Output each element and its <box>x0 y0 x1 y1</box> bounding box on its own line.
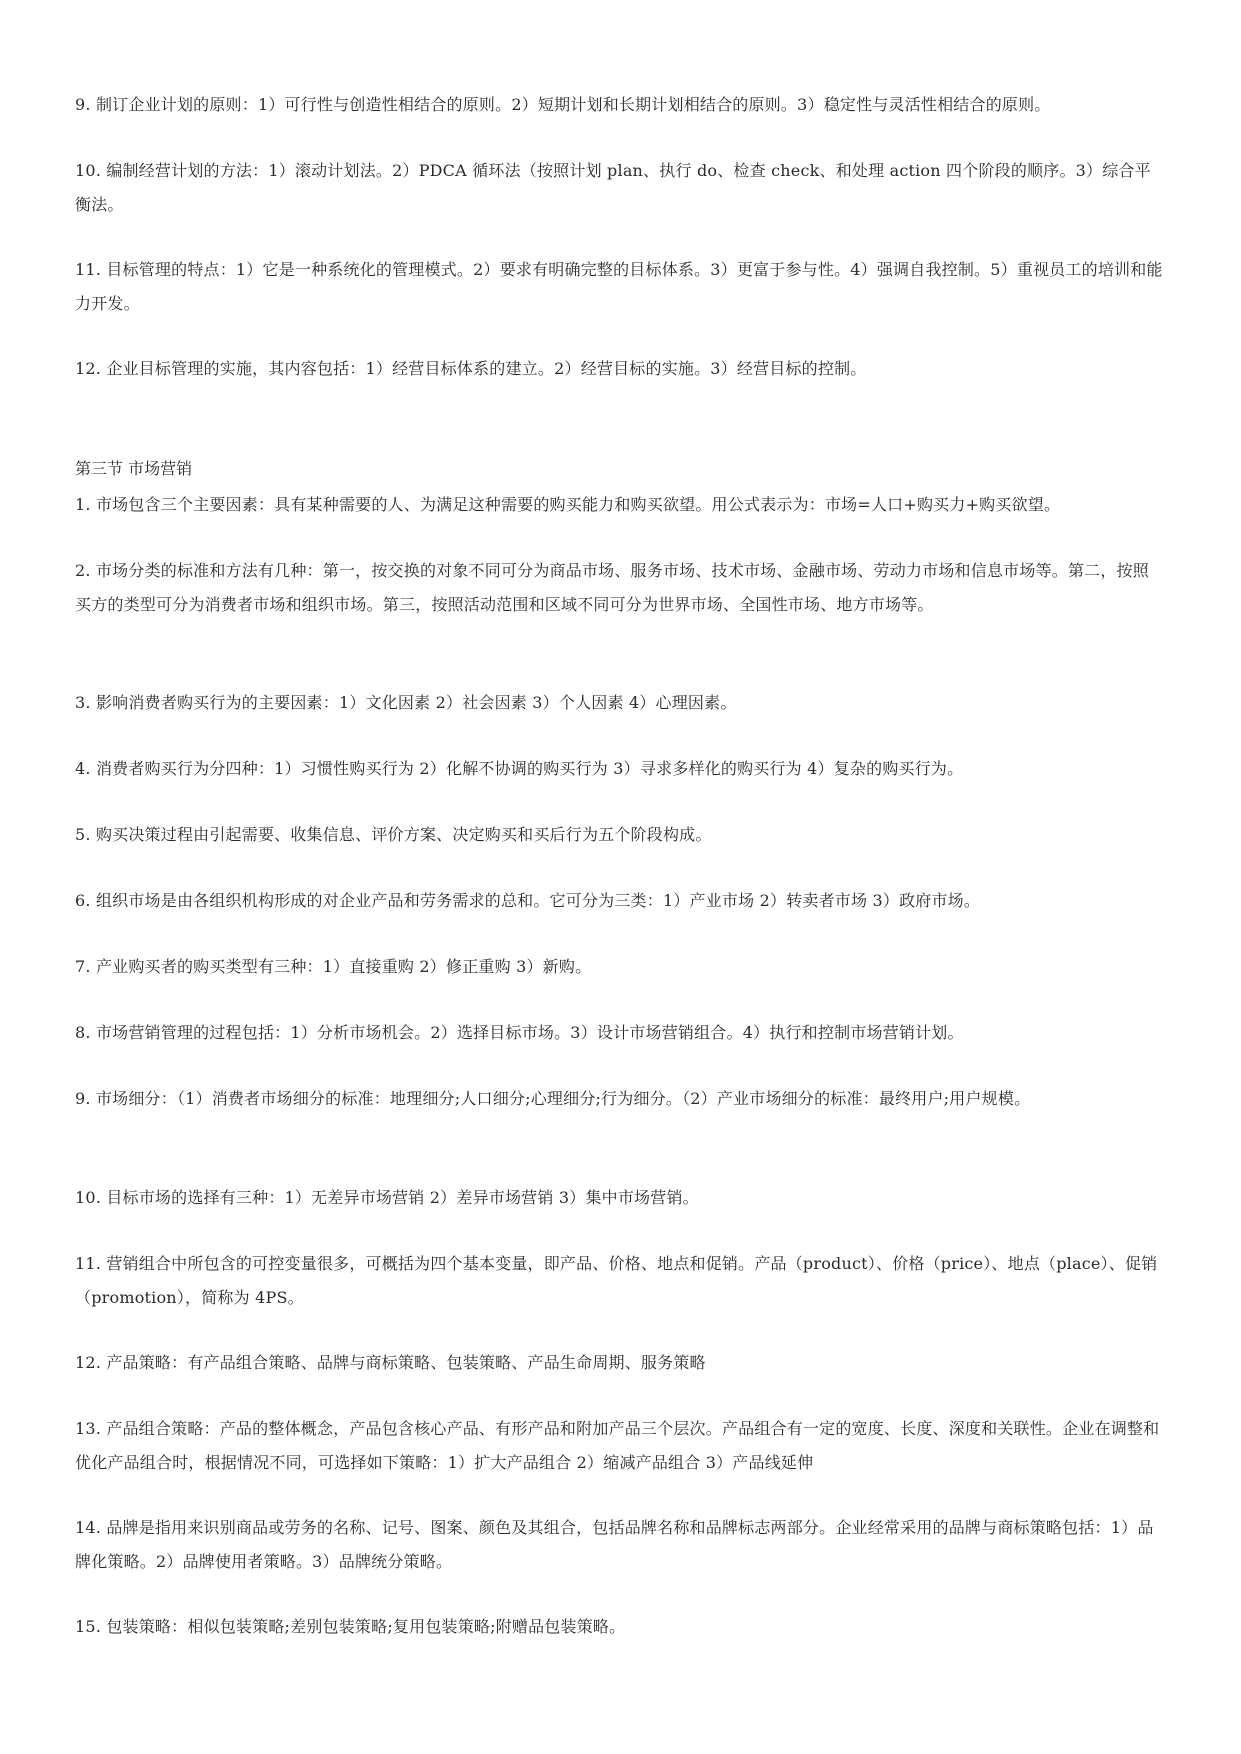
paragraph-market-factors: 1. 市场包含三个主要因素：具有某种需要的人、为满足这种需要的购买能力和购买欲望。用公式表示为：市场=人口+购买力+购买欲望。 <box>75 495 1061 514</box>
paragraph-industrial-buying: 7. 产业购买者的购买类型有三种：1）直接重购 2）修正重购 3）新购。 <box>75 957 592 976</box>
paragraph-marketing-mix: 11. 营销组合中所包含的可控变量很多，可概括为四个基本变量，即产品、价格、地点和促销。产品（product）、价格（price）、地点（place）、促销（promotion），简称为 4PS。 <box>75 1254 1158 1307</box>
paragraph-consumer-behavior-types: 4. 消费者购买行为分四种：1）习惯性购买行为 2）化解不协调的购买行为 3）寻求多样化的购买行为 4）复杂的购买行为。 <box>75 759 964 778</box>
paragraph-marketing-management: 8. 市场营销管理的过程包括：1）分析市场机会。2）选择目标市场。3）设计市场营销组合。4）执行和控制市场营销计划。 <box>75 1023 964 1042</box>
paragraph-planning-methods: 10. 编制经营计划的方法：1）滚动计划法。2）PDCA 循环法（按照计划 plan、执行 do、检查 check、和处理 action 四个阶段的顺序。3）综合平衡法。 <box>75 161 1151 214</box>
paragraph-product-strategy: 12. 产品策略：有产品组合策略、品牌与商标策略、包装策略、产品生命周期、服务策略 <box>75 1353 706 1372</box>
paragraph-mbo-implementation: 12. 企业目标管理的实施，其内容包括：1）经营目标体系的建立。2）经营目标的实施。3）经营目标的控制。 <box>75 359 867 378</box>
paragraph-brand-strategy: 14. 品牌是指用来识别商品或劳务的名称、记号、图案、颜色及其组合，包括品牌名称和品牌标志两部分。企业经常采用的品牌与商标策略包括：1）品牌化策略。2）品牌使用者策略。3）品牌统分策略。 <box>75 1518 1154 1571</box>
paragraph-market-segmentation: 9. 市场细分：（1）消费者市场细分的标准：地理细分;人口细分;心理细分;行为细分。（2）产业市场细分的标准：最终用户;用户规模。 <box>75 1089 1031 1108</box>
paragraph-organizational-market: 6. 组织市场是由各组织机构形成的对企业产品和劳务需求的总和。它可分为三类：1）产业市场 2）转卖者市场 3）政府市场。 <box>75 891 981 910</box>
paragraph-mbo-features: 11. 目标管理的特点：1）它是一种系统化的管理模式。2）要求有明确完整的目标体系。3）更富于参与性。4）强调自我控制。5）重视员工的培训和能力开发。 <box>75 260 1163 313</box>
paragraph-planning-principles: 9. 制订企业计划的原则：1）可行性与创造性相结合的原则。2）短期计划和长期计划相结合的原则。3）稳定性与灵活性相结合的原则。 <box>75 95 1051 114</box>
paragraph-target-market: 10. 目标市场的选择有三种：1）无差异市场营销 2）差异市场营销 3）集中市场营销。 <box>75 1188 699 1207</box>
paragraph-product-mix-strategy: 13. 产品组合策略：产品的整体概念，产品包含核心产品、有形产品和附加产品三个层次。产品组合有一定的宽度、长度、深度和关联性。企业在调整和优化产品组合时，根据情况不同，可选择如下策略：1）扩大产品组合 2）缩减产品组合 3）产品线延伸 <box>75 1419 1160 1472</box>
paragraph-purchase-decision: 5. 购买决策过程由引起需要、收集信息、评价方案、决定购买和买后行为五个阶段构成。 <box>75 825 712 844</box>
paragraph-market-classification: 2. 市场分类的标准和方法有几种：第一，按交换的对象不同可分为商品市场、服务市场、技术市场、金融市场、劳动力市场和信息市场等。第二，按照买方的类型可分为消费者市场和组织市场。第三，按照活动范围和区域不同可分为世界市场、全国性市场、地方市场等。 <box>75 561 1149 614</box>
section-heading: 第三节 市场营销 <box>75 459 193 478</box>
paragraph-packaging-strategy: 15. 包装策略：相似包装策略;差别包装策略;复用包装策略;附赠品包装策略。 <box>75 1617 626 1636</box>
paragraph-consumer-factors: 3. 影响消费者购买行为的主要因素：1）文化因素 2）社会因素 3）个人因素 4）心理因素。 <box>75 693 737 712</box>
